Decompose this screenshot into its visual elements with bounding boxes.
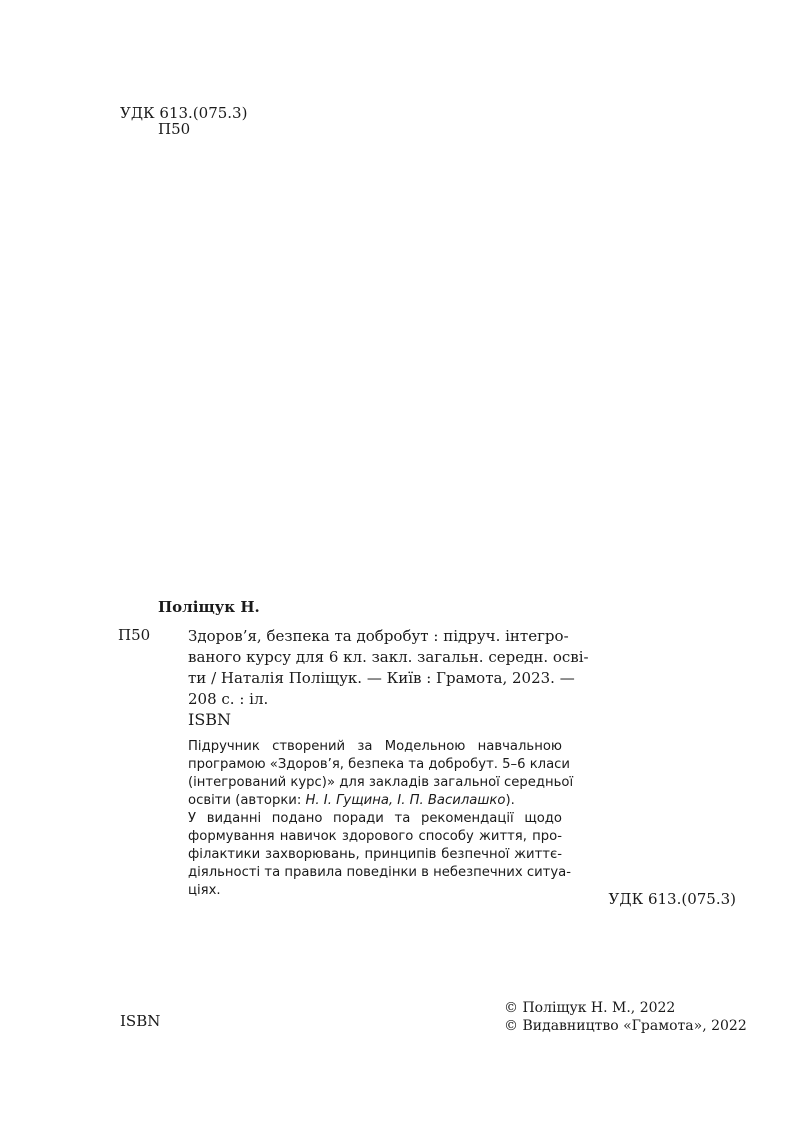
bibliographic-description <box>188 626 589 710</box>
annotation-line: філактики захворювань, принципів безпечної життє- <box>188 847 562 862</box>
isbn-footer: ISBN <box>120 1012 161 1030</box>
author-name: Поліщук Н. <box>158 598 260 616</box>
annotation-line: діяльності та правила поведінки в небезпечних ситуа- <box>188 865 571 880</box>
description-line: ваного курсу для 6 кл. закл. загальн. середн. осві- <box>188 648 589 666</box>
isbn-label: ISBN <box>188 710 232 729</box>
author-code-header: П50 <box>158 120 191 138</box>
udk-header: УДК 613.(075.3) <box>120 104 248 122</box>
annotation-line: ціях. <box>188 883 221 898</box>
annotation-line: (інтегрований курс)» для закладів загальної середньої <box>188 775 574 790</box>
annotation-line: У виданні подано поради та рекомендації щодо <box>188 811 562 826</box>
description-line: 208 с. : іл. <box>188 690 269 708</box>
author-code: П50 <box>118 626 151 644</box>
annotation-line <box>188 792 562 810</box>
description-line: ти / Наталія Поліщук. — Київ : Грамота, 2023. — <box>188 669 575 687</box>
copyright-author: © Поліщук Н. М., 2022 <box>504 1000 676 1016</box>
udk-right: УДК 613.(075.3) <box>608 890 736 908</box>
description-line: Здоров’я, безпека та добробут : підруч. інтегро- <box>188 627 569 645</box>
annotation-line: Підручник створений за Модельною навчальною <box>188 739 562 754</box>
annotation-text: освіти (авторки: <box>188 793 306 808</box>
annotation-line: програмою «Здоров’я, безпека та добробут. 5–6 класи <box>188 757 570 772</box>
annotation-text: ). <box>505 793 515 808</box>
copyright-publisher: © Видавництво «Грамота», 2022 <box>504 1018 747 1034</box>
annotation-line: формування навичок здорового способу життя, про- <box>188 829 562 844</box>
annotation <box>188 738 574 900</box>
annotation-authors: Н. І. Гущина, І. П. Василашко <box>305 793 506 808</box>
